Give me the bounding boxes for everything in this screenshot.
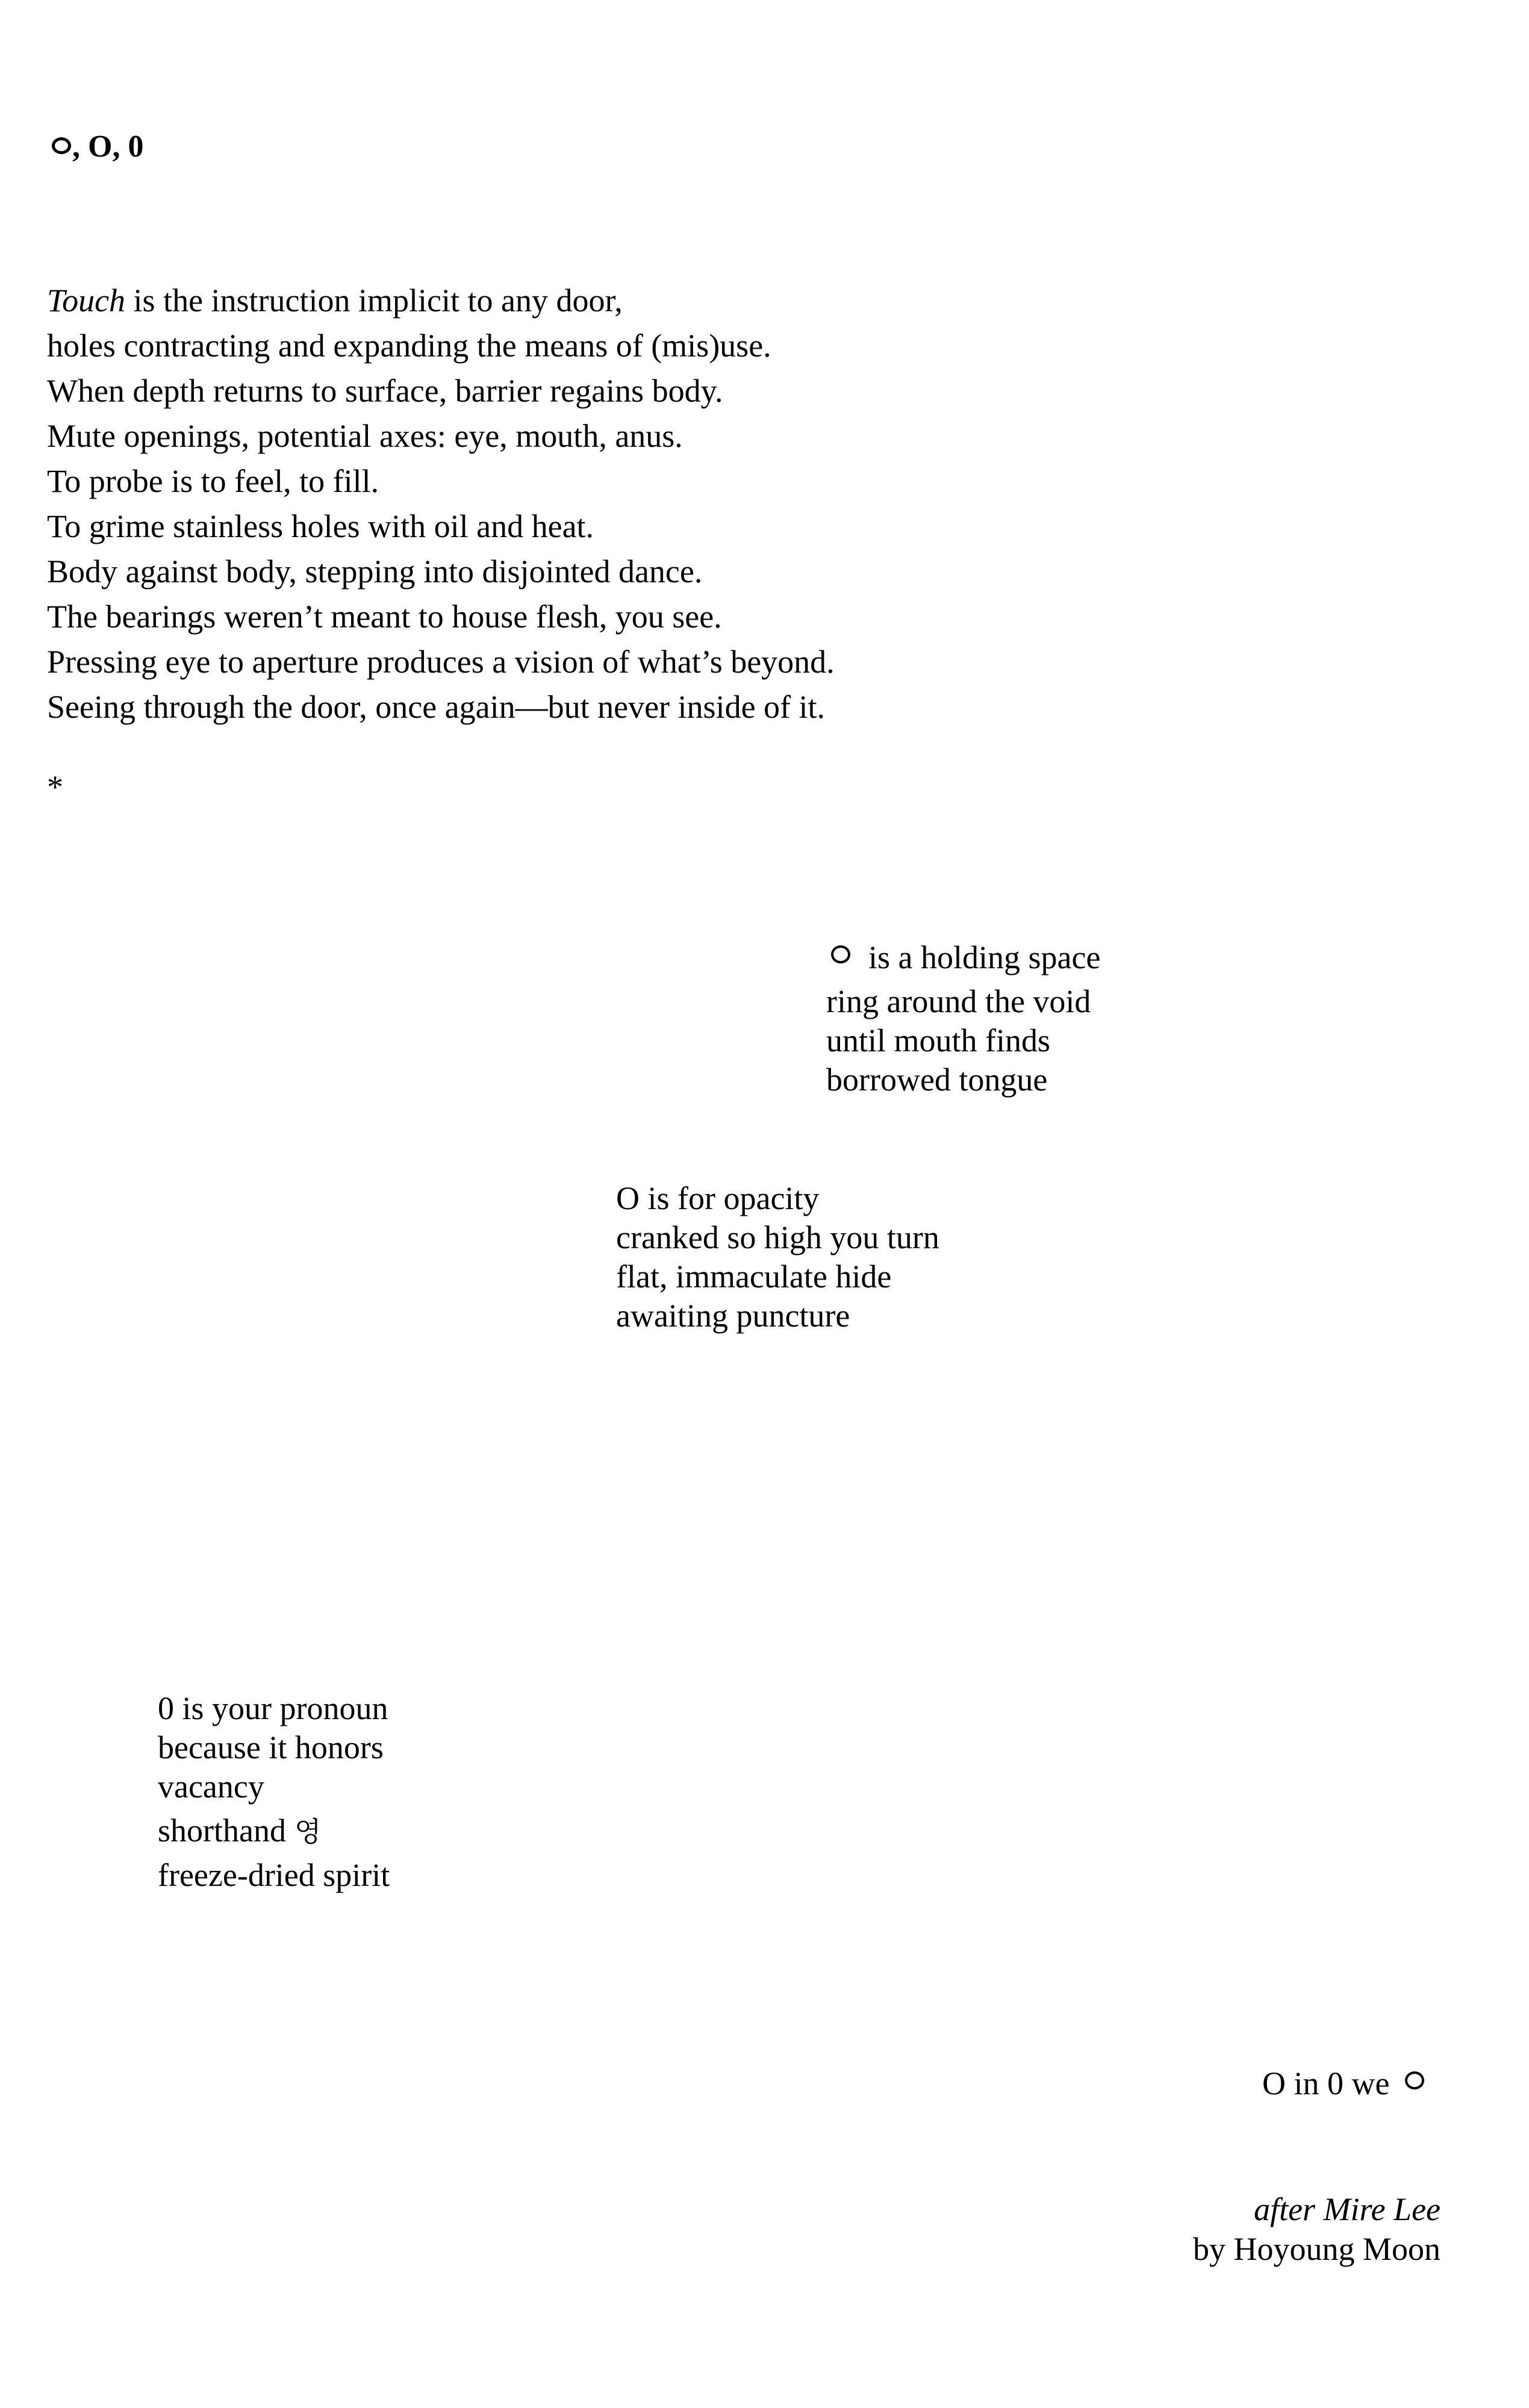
poem-line: The bearings weren’t meant to house flesh, you see. [47,599,722,635]
stanza-letter-o [616,1179,939,1336]
poem-line: Mute openings, potential axes: eye, mouth, anus. [47,418,683,454]
hangul-ieung-icon [1405,2071,1424,2089]
poem-line: When depth returns to surface, barrier regains body. [47,373,723,409]
poem-line: Seeing through the door, once again—but never inside of it. [47,689,826,725]
stanza-line: cranked so high you turn [616,1219,939,1255]
stanza-line: is a holding space [826,938,1100,977]
stanza-line: 0 is your pronoun [158,1690,388,1726]
hangul-syllable: 영 [294,1815,322,1848]
section-separator: * [47,769,63,805]
poem-first-section [47,278,835,730]
author-byline: by Hoyoung Moon [1192,2231,1440,2267]
stanza-line: freeze-dried spirit [158,1857,390,1893]
stanza-line: because it honors [158,1729,384,1766]
stanza-line: awaiting puncture [616,1298,850,1334]
dedication: after Mire Lee [1254,2191,1440,2227]
stanza-ieung [826,938,1100,1100]
poem-line: holes contracting and expanding the means of (mis)use. [47,328,771,364]
stanza-line: O is for opacity [616,1180,820,1216]
poem-line: Pressing eye to aperture produces a vision of what’s beyond. [47,644,835,680]
stanza-line: shorthand 영 [158,1812,322,1849]
stanza-line: until mouth finds [826,1022,1051,1059]
stanza-line: vacancy [158,1769,264,1805]
title-text: , O, 0 [72,129,144,164]
stanza-line: ring around the void [826,983,1091,1019]
credits [1193,2189,1440,2269]
closing-line: O in 0 we [1262,2064,1424,2103]
stanza-line: borrowed tongue [826,1062,1048,1098]
poem-line-emphasis: Touch [47,282,126,319]
hangul-ieung-icon [52,137,71,154]
poem-line: To probe is to feel, to fill. [47,463,379,499]
poem-line: Touch is the instruction implicit to any door, [47,282,623,319]
stanza-line: flat, immaculate hide [616,1258,892,1295]
poem-title [52,131,143,163]
stanza-zero [158,1689,390,1895]
hangul-ieung-icon [831,945,850,963]
poem-line: Body against body, stepping into disjointed dance. [47,553,703,590]
poem-line: To grime stainless holes with oil and heat. [47,508,594,544]
